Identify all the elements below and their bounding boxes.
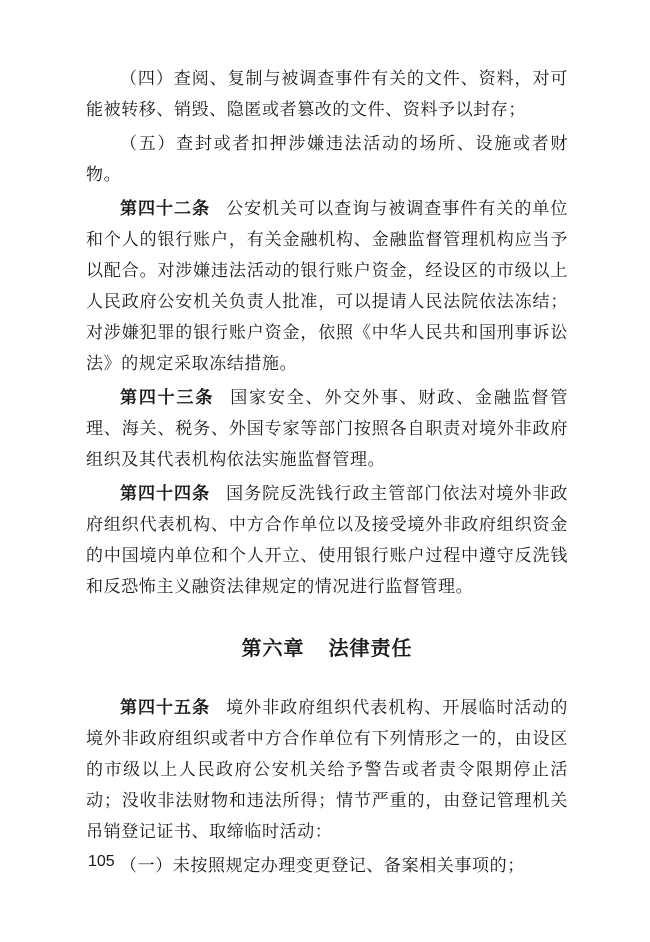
- article-text: 境外非政府组织代表机构、开展临时活动的境外非政府组织或者中方合作单位有下列情形之一的，由设区的市级以上人民政府公安机关给予警告或者责令限期停止活动；没收非法财物和违法所得；情节严重的，由登记管理机关吊销登记证书、取缔临时活动：: [86, 698, 569, 842]
- article-text: 国务院反洗钱行政主管部门依法对境外非政府组织代表机构、中方合作单位以及接受境外非政府组织资金的中国境内单位和个人开立、使用银行账户过程中遵守反洗钱和反恐怖主义融资法律规定的情况进行监督管理。: [86, 484, 569, 597]
- paragraph-item-5: [86, 129, 568, 191]
- article-45: [86, 693, 568, 848]
- article-number: 第四十三条: [120, 388, 215, 408]
- paragraph-item-1: [86, 851, 568, 882]
- page-number: 105: [88, 853, 115, 870]
- article-text: 国家安全、外交外事、财政、金融监督管理、海关、税务、外国专家等部门按照各自职责对境外非政府组织及其代表机构依法实施监督管理。: [86, 388, 568, 470]
- document-page: [86, 64, 568, 882]
- article-number: 第四十二条: [120, 199, 211, 219]
- paragraph-item-4: [86, 64, 568, 126]
- chapter-heading: [86, 633, 568, 663]
- article-44: [86, 479, 568, 603]
- article-text: 公安机关可以查询与被调查事件有关的单位和个人的银行账户，有关金融机构、金融监督管理机构应当予以配合。对涉嫌违法活动的银行账户资金，经设区的市级以上人民政府公安机关负责人批准，可以提请人民法院依法冻结；对涉嫌犯罪的银行账户资金，依照《中华人民共和国刑事诉讼法》的规定采取冻结措施。: [86, 199, 569, 374]
- article-42: [86, 194, 568, 380]
- article-number: 第四十五条: [120, 698, 211, 718]
- article-43: [86, 383, 568, 476]
- paragraph-text: （五）查封或者扣押涉嫌违法活动的场所、设施或者财物。: [86, 134, 568, 185]
- paragraph-text: （四）查阅、复制与被调查事件有关的文件、资料，对可能被转移、销毁、隐匿或者篡改的文件、资料予以封存；: [86, 69, 568, 120]
- article-number: 第四十四条: [120, 484, 211, 504]
- chapter-number: 第六章: [241, 636, 305, 660]
- paragraph-text: （一）未按照规定办理变更登记、备案相关事项的；: [120, 856, 525, 876]
- chapter-title: 法律责任: [328, 636, 413, 660]
